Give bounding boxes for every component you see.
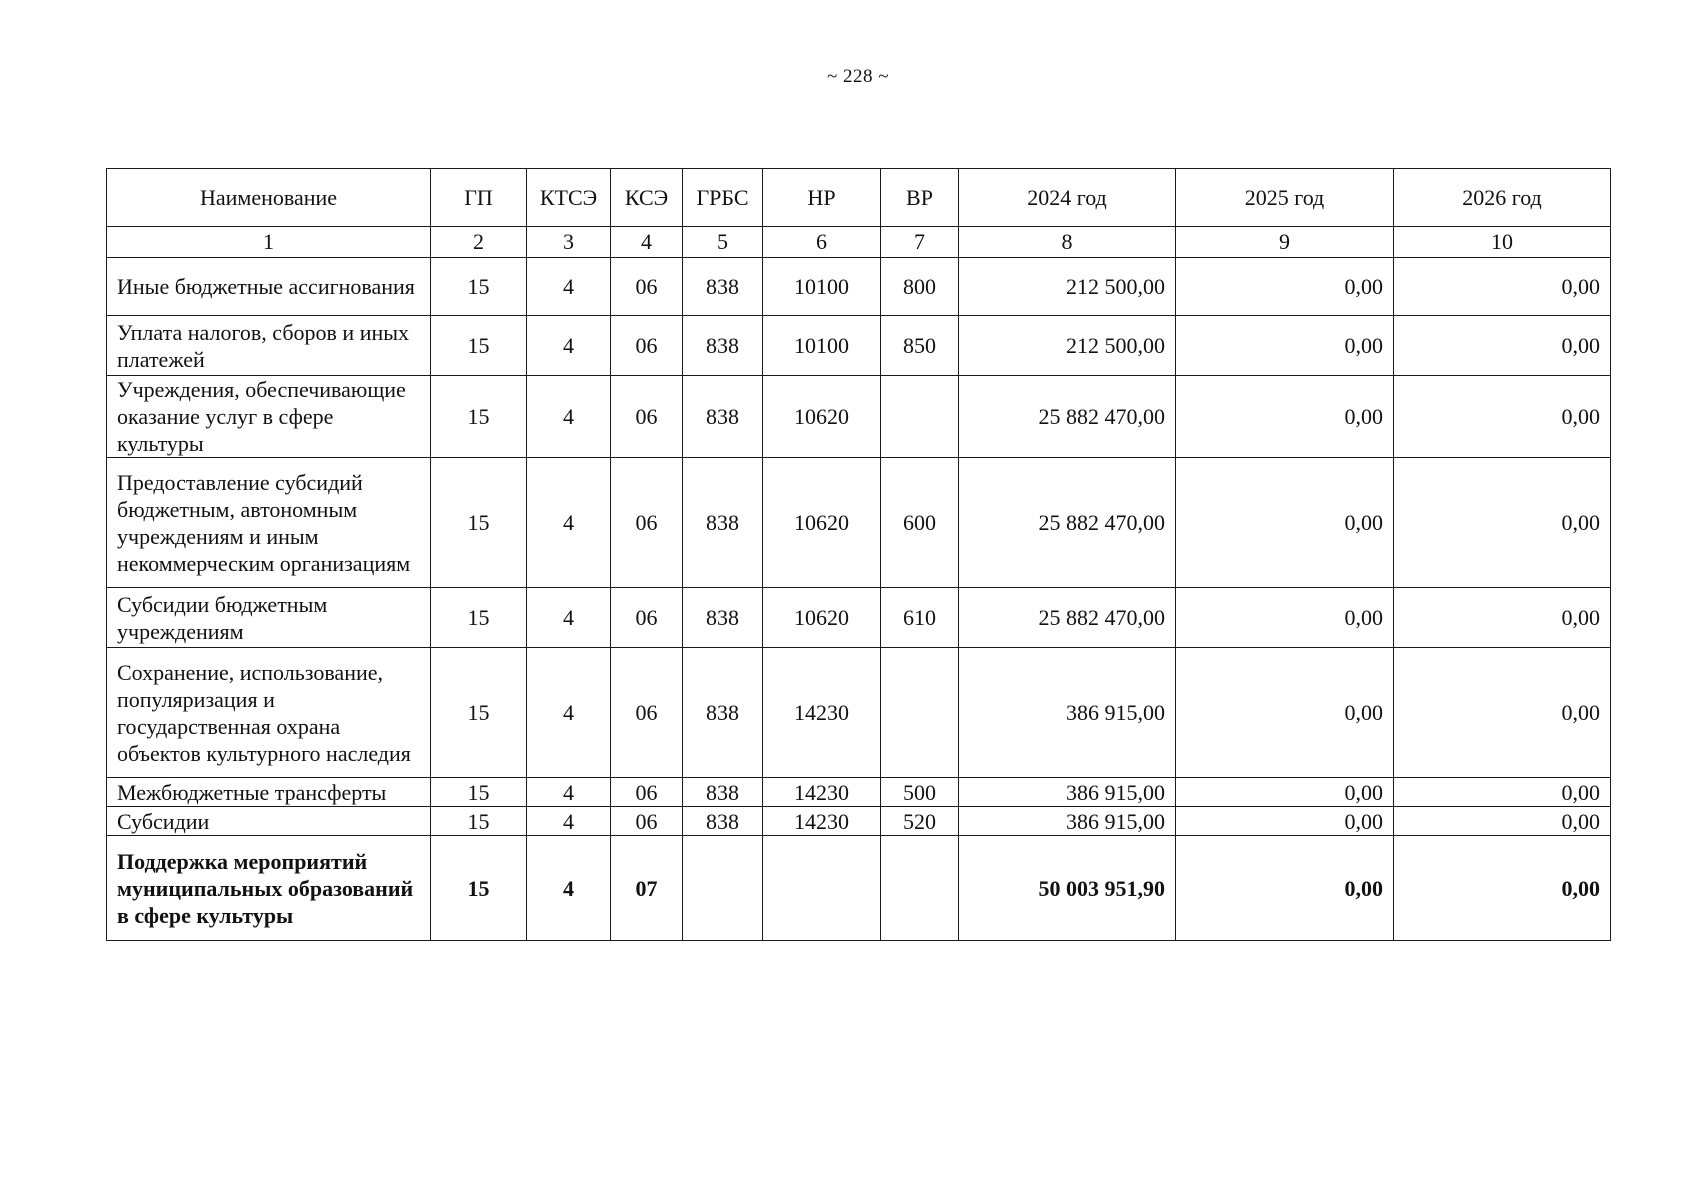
row-amount-2025: 0,00 [1176, 258, 1394, 316]
table-row [107, 836, 1611, 941]
row-nr: 10620 [763, 376, 881, 458]
row-nr: 14230 [763, 807, 881, 836]
row-amount-2024: 212 500,00 [959, 258, 1176, 316]
table-row [107, 588, 1611, 648]
row-kse: 06 [611, 648, 683, 778]
column-number: 7 [881, 227, 959, 258]
row-grbs: 838 [683, 458, 763, 588]
column-number: 6 [763, 227, 881, 258]
row-gp: 15 [431, 458, 527, 588]
row-amount-2026: 0,00 [1394, 588, 1611, 648]
table-row [107, 778, 1611, 807]
column-number: 8 [959, 227, 1176, 258]
row-name: Предоставление субсидий бюджетным, автономным учреждениям и иным некоммерческим организациям [107, 458, 431, 588]
column-number: 2 [431, 227, 527, 258]
row-vr: 800 [881, 258, 959, 316]
row-amount-2025: 0,00 [1176, 836, 1394, 941]
header-gp: ГП [431, 169, 527, 227]
row-kse: 06 [611, 316, 683, 376]
row-grbs: 838 [683, 807, 763, 836]
row-nr: 10620 [763, 458, 881, 588]
row-ktse: 4 [527, 648, 611, 778]
row-amount-2024: 212 500,00 [959, 316, 1176, 376]
row-amount-2025: 0,00 [1176, 807, 1394, 836]
header-grbs: ГРБС [683, 169, 763, 227]
header-ktse: КТСЭ [527, 169, 611, 227]
row-vr: 500 [881, 778, 959, 807]
row-nr: 10620 [763, 588, 881, 648]
row-nr: 14230 [763, 778, 881, 807]
column-number: 3 [527, 227, 611, 258]
column-number: 4 [611, 227, 683, 258]
row-gp: 15 [431, 376, 527, 458]
row-amount-2024: 25 882 470,00 [959, 588, 1176, 648]
row-gp: 15 [431, 778, 527, 807]
row-name: Сохранение, использование, популяризация и государственная охрана объектов культурного наследия [107, 648, 431, 778]
row-amount-2024: 25 882 470,00 [959, 376, 1176, 458]
row-ktse: 4 [527, 316, 611, 376]
table-row [107, 316, 1611, 376]
header-row [107, 169, 1611, 227]
header-kse: КСЭ [611, 169, 683, 227]
row-amount-2024: 386 915,00 [959, 648, 1176, 778]
row-kse: 06 [611, 258, 683, 316]
row-kse: 06 [611, 458, 683, 588]
table-row [107, 648, 1611, 778]
row-ktse: 4 [527, 836, 611, 941]
row-name: Поддержка мероприятий муниципальных образований в сфере культуры [107, 836, 431, 941]
row-vr [881, 376, 959, 458]
row-vr: 520 [881, 807, 959, 836]
row-name: Учреждения, обеспечивающие оказание услуг в сфере культуры [107, 376, 431, 458]
header-2026: 2026 год [1394, 169, 1611, 227]
row-nr: 10100 [763, 258, 881, 316]
header-2025: 2025 год [1176, 169, 1394, 227]
row-ktse: 4 [527, 376, 611, 458]
column-number-row [107, 227, 1611, 258]
row-nr [763, 836, 881, 941]
row-grbs: 838 [683, 588, 763, 648]
row-gp: 15 [431, 316, 527, 376]
row-amount-2025: 0,00 [1176, 376, 1394, 458]
row-kse: 06 [611, 588, 683, 648]
row-amount-2025: 0,00 [1176, 778, 1394, 807]
table-row [107, 376, 1611, 458]
column-number: 9 [1176, 227, 1394, 258]
row-name: Иные бюджетные ассигнования [107, 258, 431, 316]
row-name: Субсидии бюджетным учреждениям [107, 588, 431, 648]
row-amount-2024: 50 003 951,90 [959, 836, 1176, 941]
row-kse: 06 [611, 778, 683, 807]
row-name: Межбюджетные трансферты [107, 778, 431, 807]
header-vr: ВР [881, 169, 959, 227]
row-gp: 15 [431, 836, 527, 941]
table-row [107, 807, 1611, 836]
row-grbs: 838 [683, 258, 763, 316]
table-row [107, 458, 1611, 588]
row-kse: 07 [611, 836, 683, 941]
row-vr: 850 [881, 316, 959, 376]
row-amount-2024: 386 915,00 [959, 778, 1176, 807]
row-amount-2026: 0,00 [1394, 836, 1611, 941]
page-number: ~ 228 ~ [826, 66, 890, 87]
row-ktse: 4 [527, 458, 611, 588]
row-nr: 10100 [763, 316, 881, 376]
row-amount-2026: 0,00 [1394, 778, 1611, 807]
table-row [107, 258, 1611, 316]
row-name: Субсидии [107, 807, 431, 836]
row-amount-2025: 0,00 [1176, 316, 1394, 376]
row-vr [881, 836, 959, 941]
row-grbs: 838 [683, 316, 763, 376]
row-amount-2025: 0,00 [1176, 588, 1394, 648]
row-nr: 14230 [763, 648, 881, 778]
row-kse: 06 [611, 807, 683, 836]
row-amount-2026: 0,00 [1394, 316, 1611, 376]
column-number: 1 [107, 227, 431, 258]
row-amount-2026: 0,00 [1394, 648, 1611, 778]
row-gp: 15 [431, 588, 527, 648]
row-vr: 600 [881, 458, 959, 588]
row-name: Уплата налогов, сборов и иных платежей [107, 316, 431, 376]
header-name: Наименование [107, 169, 431, 227]
row-vr: 610 [881, 588, 959, 648]
row-gp: 15 [431, 807, 527, 836]
column-number: 5 [683, 227, 763, 258]
row-amount-2025: 0,00 [1176, 458, 1394, 588]
budget-table [106, 168, 1611, 941]
row-vr [881, 648, 959, 778]
row-amount-2024: 25 882 470,00 [959, 458, 1176, 588]
row-amount-2026: 0,00 [1394, 458, 1611, 588]
row-amount-2025: 0,00 [1176, 648, 1394, 778]
row-gp: 15 [431, 648, 527, 778]
row-amount-2026: 0,00 [1394, 258, 1611, 316]
row-grbs: 838 [683, 376, 763, 458]
row-ktse: 4 [527, 807, 611, 836]
row-amount-2026: 0,00 [1394, 376, 1611, 458]
row-ktse: 4 [527, 778, 611, 807]
header-2024: 2024 год [959, 169, 1176, 227]
row-kse: 06 [611, 376, 683, 458]
header-nr: НР [763, 169, 881, 227]
row-amount-2024: 386 915,00 [959, 807, 1176, 836]
row-grbs: 838 [683, 648, 763, 778]
row-grbs [683, 836, 763, 941]
row-ktse: 4 [527, 588, 611, 648]
row-grbs: 838 [683, 778, 763, 807]
column-number: 10 [1394, 227, 1611, 258]
row-ktse: 4 [527, 258, 611, 316]
row-gp: 15 [431, 258, 527, 316]
row-amount-2026: 0,00 [1394, 807, 1611, 836]
